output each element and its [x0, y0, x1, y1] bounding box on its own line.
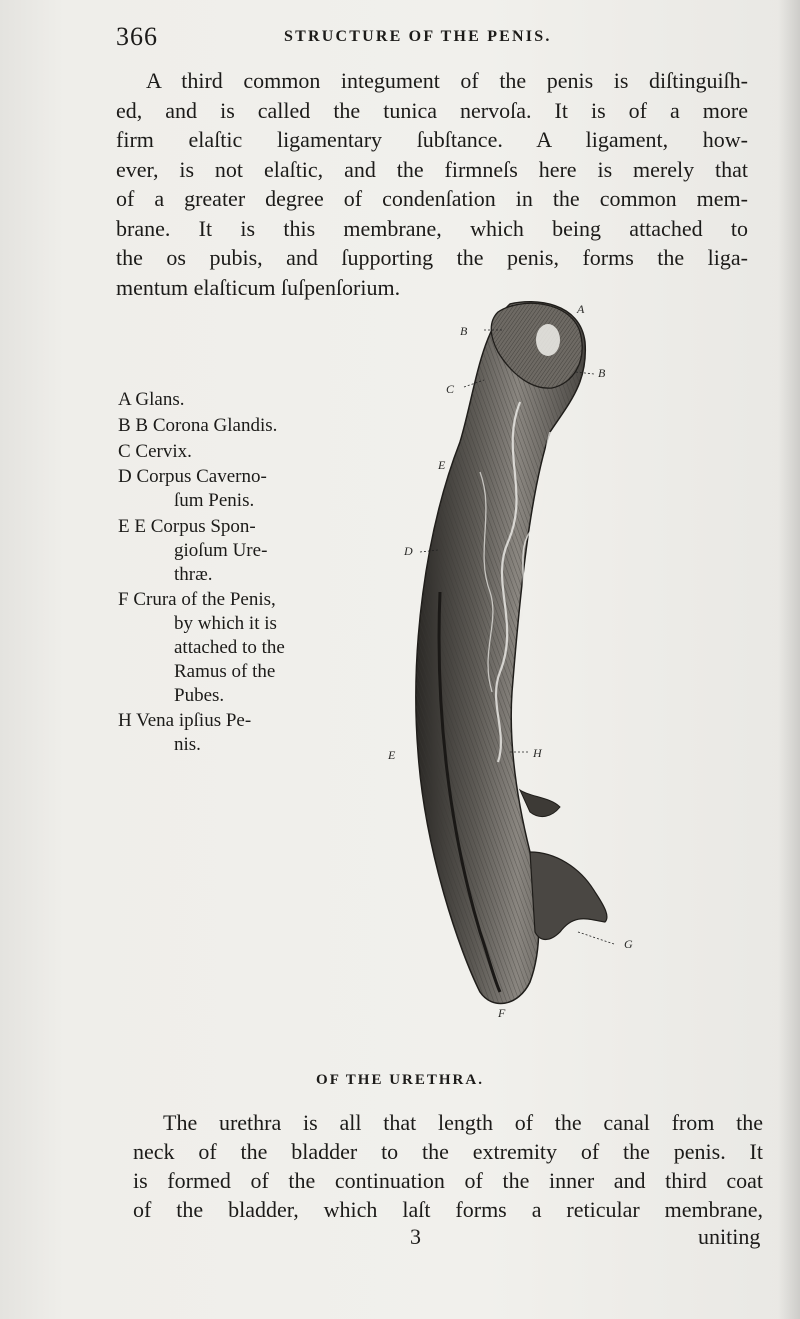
figure-label-g: G: [624, 937, 633, 951]
legend-entry-a: [118, 388, 346, 412]
catchword: uniting: [698, 1224, 761, 1249]
section-heading: OF THE URETHRA.: [316, 1072, 484, 1088]
legend-line: nis.: [174, 734, 201, 756]
anatomical-engraving: [380, 292, 640, 1032]
legend-entry-h: [118, 709, 346, 757]
figure-label-d: D: [404, 544, 413, 558]
figure-label-c: C: [446, 382, 455, 396]
page-edge-shadow: [778, 0, 800, 1319]
running-head: [116, 22, 766, 56]
legend-line: Pubes.: [174, 684, 225, 706]
legend-line: ſum Penis.: [174, 490, 255, 512]
legend-line: D Corpus Caverno-: [118, 466, 267, 488]
text-line: ed, and is called the tunica nervoſa. It is of a more: [116, 97, 748, 123]
legend-line: F Crura of the Penis,: [118, 589, 276, 611]
text-line: A third common integument of the penis is diſtinguiſh-: [146, 68, 748, 93]
legend-entry-d: [118, 465, 346, 513]
figure-label-b-left: B: [460, 324, 468, 338]
engraving-illustration: [380, 292, 640, 1032]
urethra-paragraph: [133, 1108, 763, 1224]
running-title: STRUCTURE OF THE PENIS.: [284, 28, 552, 45]
legend-line: C Cervix.: [118, 440, 192, 462]
figure-label-e-lower: E: [388, 748, 396, 762]
legend-line: E E Corpus Spon-: [118, 515, 256, 537]
signature-mark: 3: [410, 1224, 421, 1249]
text-line: The urethra is all that length of the canal from the: [163, 1110, 763, 1135]
legend-entry-b: [118, 414, 346, 438]
legend-entry-c: [118, 440, 346, 464]
text-line: of the bladder, which laſt forms a reticular membrane,: [133, 1197, 763, 1222]
figure-legend: [118, 388, 346, 759]
legend-line: by which it is: [174, 613, 277, 635]
text-line: firm elaſtic ligamentary ſubſtance. A ligament, how-: [116, 127, 748, 152]
legend-line: B B Corona Glandis.: [118, 414, 278, 436]
legend-line: thræ.: [174, 563, 213, 585]
figure-label-e-upper: E: [438, 458, 446, 472]
figure-label-h: H: [533, 746, 542, 760]
text-line: is formed of the continuation of the inner and third coat: [133, 1168, 763, 1193]
figure-label-a: A: [577, 302, 585, 316]
figure-label-b-right: B: [598, 366, 606, 380]
crura: [530, 852, 607, 940]
legend-line: gioſum Ure-: [174, 539, 268, 561]
legend-entry-f: [118, 588, 346, 707]
legend-line: attached to the: [174, 636, 285, 658]
legend-entry-e: [118, 515, 346, 586]
legend-line: H Vena ipſius Pe-: [118, 710, 252, 732]
legend-line: Ramus of the: [174, 660, 276, 682]
text-line: the os pubis, and ſupporting the penis, forms the liga-: [116, 245, 748, 270]
page-number: 366: [116, 22, 158, 51]
text-line: brane. It is this membrane, which being attached to: [116, 215, 748, 241]
legend-line: A Glans.: [118, 389, 185, 410]
figure-label-f: F: [498, 1006, 506, 1020]
text-line: mentum elaſticum ſuſpenſorium.: [116, 274, 401, 300]
text-line: ever, is not elaſtic, and the firmneſs here is merely that: [116, 156, 748, 182]
intro-paragraph: [116, 66, 748, 302]
text-line: of a greater degree of condenſation in the common mem-: [116, 186, 748, 211]
text-line: neck of the bladder to the extremity of the penis. It: [133, 1139, 763, 1164]
